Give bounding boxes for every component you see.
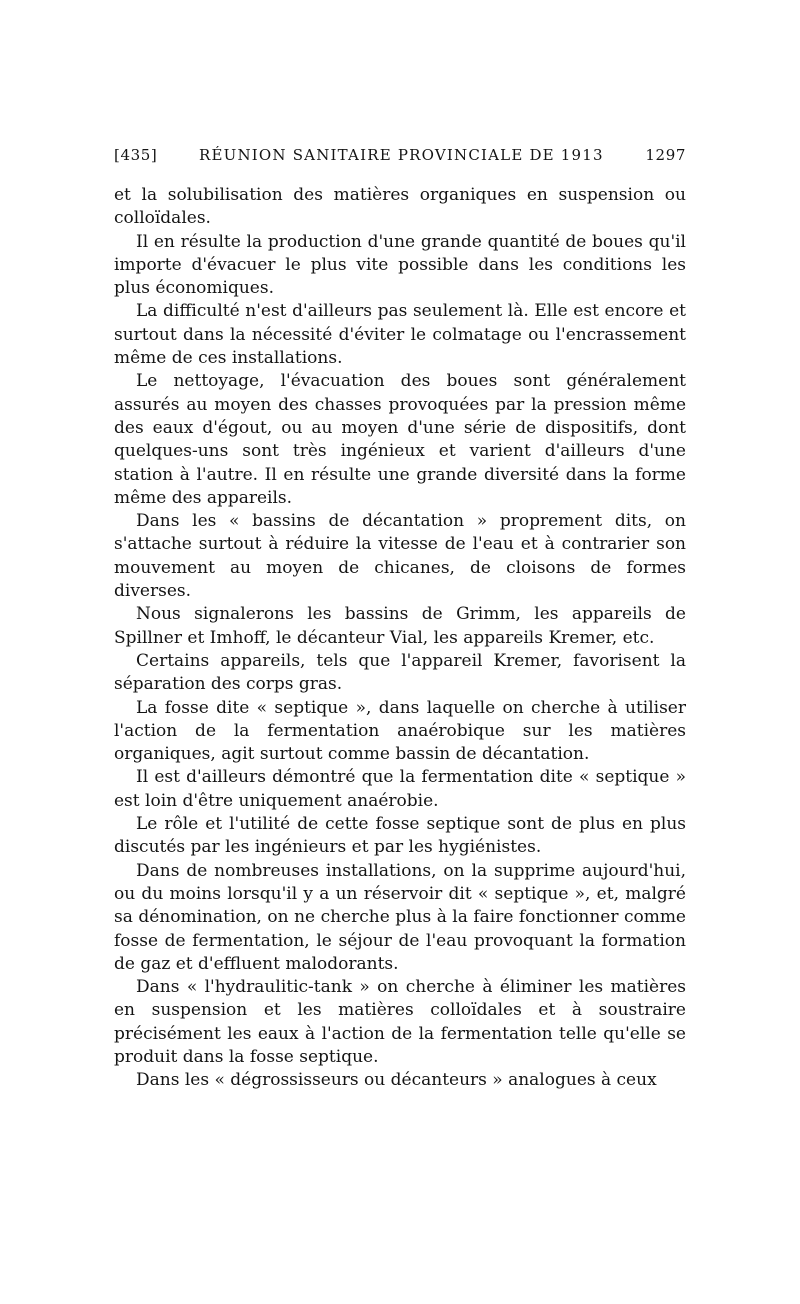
book-page bbox=[114, 146, 686, 1093]
paragraph: Il en résulte la production d'une grande quantité de boues qu'il importe d'évacuer le plus vite possible dans les conditions les plus économiques. bbox=[114, 231, 686, 299]
page-number: 1297 bbox=[645, 146, 686, 164]
paragraph: et la solubilisation des matières organiques en suspension ou colloïdales. bbox=[114, 185, 686, 229]
paragraph: Dans de nombreuses installations, on la supprime aujourd'hui, ou du moins lorsqu'il y a un réservoir dit « septique », et, malgré sa dénomination, on ne cherche plus à la faire fonctionner comme fosse de fermentation, le séjour de l'eau provoquant la formation de gaz et d'effluent malodorants. bbox=[114, 860, 686, 974]
header-title: RÉUNION SANITAIRE PROVINCIALE DE 1913 bbox=[198, 146, 604, 164]
paragraph: La difficulté n'est d'ailleurs pas seulement là. Elle est encore et surtout dans la nécessité d'éviter le colmatage ou l'encrassement même de ces installations. bbox=[114, 301, 686, 369]
paragraph: La fosse dite « septique », dans laquelle on cherche à utiliser l'action de la fermentation anaérobique sur les matières organiques, agit surtout comme bassin de décantation. bbox=[114, 697, 686, 765]
paragraph: Dans les « bassins de décantation » proprement dits, on s'attache surtout à réduire la vitesse de l'eau et à contrarier son mouvement au moyen de chicanes, de cloisons de formes diverses. bbox=[114, 511, 686, 602]
paragraph: Le rôle et l'utilité de cette fosse septique sont de plus en plus discutés par les ingénieurs et par les hygiénistes. bbox=[114, 814, 686, 858]
body-text bbox=[114, 184, 686, 1093]
paragraph: Dans « l'hydraulitic-tank » on cherche à éliminer les matières en suspension et les matières colloïdales et à soustraire précisément les eaux à l'action de la fermentation telle qu'elle se produit dans la fosse septique. bbox=[114, 977, 686, 1067]
paragraph: Il est d'ailleurs démontré que la fermentation dite « septique » est loin d'être uniquement anaérobie. bbox=[114, 767, 686, 811]
header-section-number: [435] bbox=[114, 146, 158, 164]
paragraph: Le nettoyage, l'évacuation des boues sont généralement assurés au moyen des chasses provoquées par la pression même des eaux d'égout, ou au moyen d'une série de dispositifs, dont quelques-uns sont très ingénieux et varient d'ailleurs d'une station à l'autre. Il en résulte une grande diversité dans la forme même des appareils. bbox=[114, 371, 686, 508]
paragraph: Certains appareils, tels que l'appareil Kremer, favorisent la séparation des corps gras. bbox=[114, 650, 686, 695]
paragraph: Nous signalerons les bassins de Grimm, les appareils de Spillner et Imhoff, le décanteur Vial, les appareils Kremer, etc. bbox=[114, 604, 686, 648]
paragraph: Dans les « dégrossisseurs ou décanteurs » analogues à ceux bbox=[136, 1070, 657, 1091]
running-header bbox=[114, 146, 686, 164]
